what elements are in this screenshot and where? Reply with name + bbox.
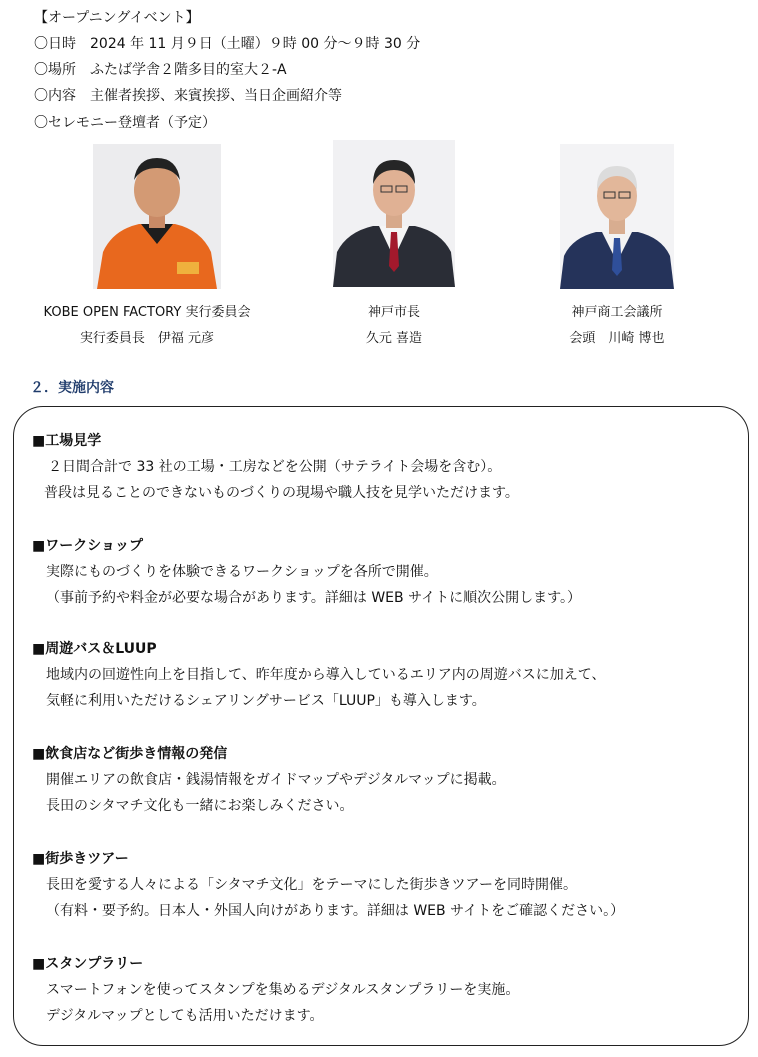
- speaker-photo-3: [560, 144, 674, 289]
- speaker-name: 会頭 川崎 博也: [569, 331, 665, 346]
- item-line: スマートフォンを使ってスタンプを集めるデジタルスタンプラリーを実施。: [46, 982, 520, 998]
- item-title-factory-tour: ■工場見学: [32, 433, 102, 449]
- item-line: 気軽に利用いただけるシェアリングサービス「LUUP」も導入します。: [46, 693, 486, 709]
- item-title-workshop: ■ワークショップ: [32, 538, 143, 554]
- speaker-name: 久元 喜造: [365, 331, 423, 346]
- speaker-photo-2: [333, 140, 455, 287]
- speaker-affiliation: KOBE OPEN FACTORY 実行委員会: [43, 305, 251, 320]
- opening-heading: 【オープニングイベント】: [34, 10, 200, 26]
- speaker-affiliation: 神戸市長: [367, 305, 420, 320]
- item-line: 長田のシタマチ文化も一緒にお楽しみください。: [46, 798, 354, 814]
- item-line: （事前予約や料金が必要な場合があります。詳細は WEB サイトに順次公開します。）: [46, 590, 581, 606]
- item-line: ２日間合計で 33 社の工場・工房などを公開（サテライト会場を含む）。: [48, 459, 502, 475]
- opening-date-row: 〇日時 2024 年 11 月９日（土曜）９時 00 分～９時 30 分: [34, 36, 421, 52]
- item-line: 長田を愛する人々による「シタマチ文化」をテーマにした街歩きツアーを同時開催。: [46, 877, 578, 893]
- item-line: 実際にものづくりを体験できるワークショップを各所で開催。: [46, 564, 438, 580]
- speaker-caption-3: [497, 300, 737, 352]
- content-panel: [13, 406, 749, 1046]
- item-line: デジタルマップとしても活用いただけます。: [46, 1008, 324, 1024]
- opening-place-row: 〇場所 ふたば学舎２階多目的室大２-A: [34, 62, 287, 78]
- opening-speakers-row: 〇セレモニー登壇者（予定）: [34, 115, 216, 131]
- item-line: 地域内の回遊性向上を目指して、昨年度から導入しているエリア内の周遊バスに加えて、: [46, 667, 606, 683]
- item-title-walking-tour: ■街歩きツアー: [32, 851, 129, 867]
- speaker-caption-2: [274, 300, 514, 352]
- item-line: 普段は見ることのできないものづくりの現場や職人技を見学いただけます。: [44, 485, 519, 501]
- speaker-name: 実行委員長 伊福 元彦: [79, 331, 215, 346]
- speaker-caption-1: [27, 300, 267, 352]
- item-title-town-info: ■飲食店など街歩き情報の発信: [32, 746, 228, 762]
- speaker-photo-1: [93, 144, 221, 289]
- item-title-stamp-rally: ■スタンプラリー: [32, 956, 144, 972]
- item-line: 開催エリアの飲食店・銭湯情報をガイドマップやデジタルマップに掲載。: [46, 772, 506, 788]
- opening-content-row: 〇内容 主催者挨拶、来賓挨拶、当日企画紹介等: [34, 88, 342, 104]
- item-line: （有料・要予約。日本人・外国人向けがあります。詳細は WEB サイトをご確認ください。）: [46, 903, 625, 919]
- speaker-affiliation: 神戸商工会議所: [571, 305, 663, 320]
- item-title-bus-luup: ■周遊バス＆LUUP: [32, 641, 157, 657]
- section-title: ２．実施内容: [30, 380, 114, 396]
